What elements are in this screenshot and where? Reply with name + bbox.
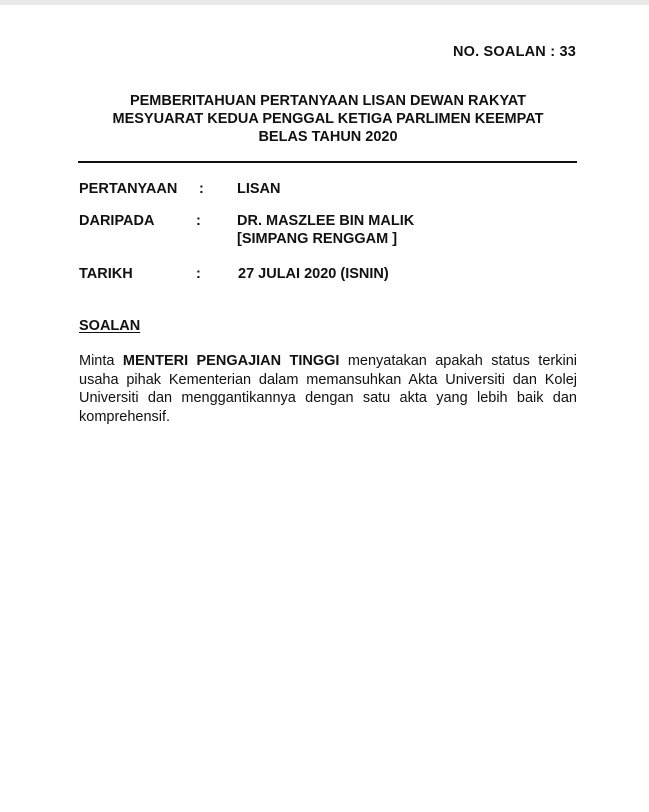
meta-colon: : xyxy=(196,213,201,229)
meta-label-daripada: DARIPADA xyxy=(79,213,155,229)
question-number: NO. SOALAN : 33 xyxy=(452,44,576,60)
meta-label-tarikh: TARIKH xyxy=(79,266,133,282)
meta-colon: : xyxy=(199,181,204,197)
meta-label-pertanyaan: PERTANYAAN xyxy=(79,181,178,197)
question-body: menyatakan apakah status terkini usaha pihak Kementerian dalam memansuhkan Akta Universiti dan Kolej Universiti dan menggantikannya dengan satu akta yang lebih baik dan komprehensif. xyxy=(79,353,577,425)
meta-value-tarikh: 27 JULAI 2020 (ISNIN) xyxy=(238,266,389,282)
asker-constituency: [SIMPANG RENGGAM ] xyxy=(237,231,398,247)
title-line-3: BELAS TAHUN 2020 xyxy=(258,129,398,145)
asker-name: DR. MASZLEE BIN MALIK xyxy=(237,213,415,229)
section-heading-soalan: SOALAN xyxy=(79,318,141,334)
meta-value-daripada xyxy=(237,212,414,248)
document-title xyxy=(78,92,578,146)
meta-value-pertanyaan: LISAN xyxy=(237,181,281,197)
question-prefix: Minta xyxy=(79,353,123,369)
top-edge-strip xyxy=(0,0,649,5)
title-line-1: PEMBERITAHUAN PERTANYAAN LISAN DEWAN RAKYAT xyxy=(129,93,527,109)
title-line-2: MESYUARAT KEDUA PENGGAL KETIGA PARLIMEN KEEMPAT xyxy=(112,111,544,127)
horizontal-rule xyxy=(78,161,577,163)
question-paragraph xyxy=(79,352,577,426)
meta-colon: : xyxy=(196,266,201,282)
question-minister: MENTERI PENGAJIAN TINGGI xyxy=(122,353,340,369)
